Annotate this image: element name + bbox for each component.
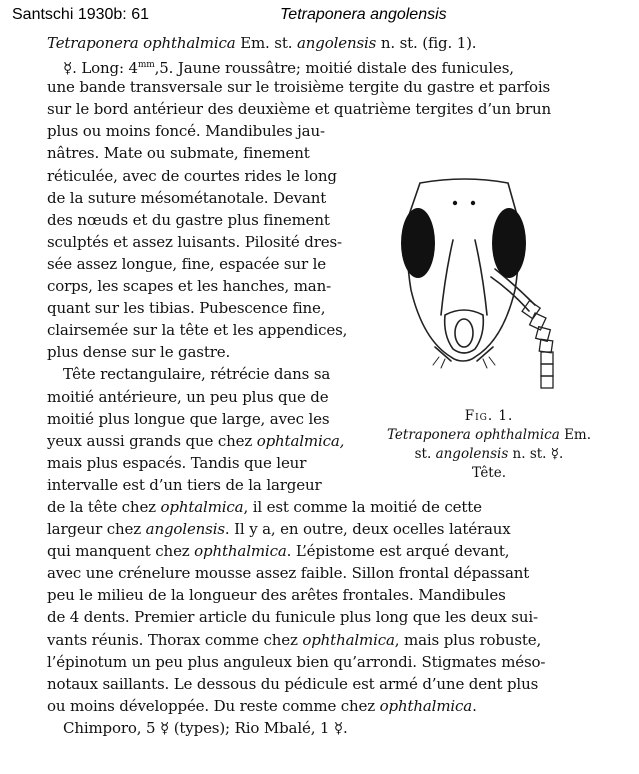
description-line: moitié plus longue que large, avec les xyxy=(47,409,330,428)
description-line: sur le bord antérieur des deuxième et quatrième tergites d’un brun xyxy=(47,100,552,119)
ant-head-drawing xyxy=(375,165,610,405)
description-line: sée assez longue, fine, espacée sur le xyxy=(47,254,327,273)
taxon-author: Em. st. xyxy=(240,34,293,52)
description-line: mais plus espacés. Tandis que leur xyxy=(47,453,307,472)
worker-symbol: ☿ xyxy=(63,59,73,78)
clypeal-notch xyxy=(455,319,473,347)
figure-caption: Fig. 1. Tetraponera ophthalmica Em. st. angolensis n. st. ☿. Tête. xyxy=(364,407,614,483)
description-line: largeur chez angolensis. Il y a, en outre, deux ocelles latéraux xyxy=(47,520,511,539)
description-line: plus dense sur le gastre. xyxy=(47,343,231,362)
antenna-funicle xyxy=(522,301,553,388)
description-line: vants réunis. Thorax comme chez ophthalmica, mais plus robuste, xyxy=(47,630,542,649)
description-line: l’épinotum un peu plus anguleux bien qu’arrondi. Stigmates méso- xyxy=(47,652,546,671)
description-line: notaux saillants. Le dessous du pédicule est armé d’une dent plus xyxy=(47,674,539,693)
compare-taxon: ophtalmica, xyxy=(256,431,345,450)
localities-line: Chimporo, 5 ☿ (types); Rio Mbalé, 1 ☿. xyxy=(63,718,348,737)
description-line: clairsemée sur la tête et les appendices, xyxy=(47,321,348,340)
description-line: plus ou moins foncé. Mandibules jau- xyxy=(47,122,325,141)
description-line: sculptés et assez luisants. Pilosité dres- xyxy=(47,232,342,251)
description-line: réticulée, avec de courtes rides le long xyxy=(47,166,337,185)
description-line: corps, les scapes et les hanches, man- xyxy=(47,277,332,296)
taxon-title-line xyxy=(47,32,607,54)
description-line: intervalle est d’un tiers de la largeur xyxy=(47,475,322,494)
ocellus-left xyxy=(453,201,457,205)
ocellus-right xyxy=(471,201,475,205)
taxon-status: n. st. (fig. 1). xyxy=(380,34,477,52)
description-line: peu le milieu de la longueur des arêtes frontales. Mandibules xyxy=(47,586,506,605)
description-line: quant sur les tibias. Pubescence fine, xyxy=(47,299,326,318)
description-line: avec une crénelure mousse assez faible. Sillon frontal dépassant xyxy=(47,564,530,583)
description-line-first: ☿. Long: $4^{mm},5$. Jaune roussâtre; moitié distale des funicules, xyxy=(63,59,514,78)
figure-part-label: Tête. xyxy=(471,465,507,481)
citation-header: Santschi 1930b: 61 xyxy=(12,6,149,23)
unit-label: mm xyxy=(137,60,155,71)
description-line: une bande transversale sur le troisième tergite du gastre et parfois xyxy=(47,78,551,97)
description-line: qui manquent chez ophthalmica. L’épistome est arqué devant, xyxy=(47,542,510,561)
frontal-carina-left xyxy=(441,240,453,315)
description-line: de la tête chez ophtalmica, il est comme la moitié de cette xyxy=(47,497,482,516)
description-line: des nœuds et du gastre plus finement xyxy=(47,210,330,229)
description-line: ou moins développée. Du reste comme chez ophthalmica. xyxy=(47,696,477,715)
taxon-subspecies: angolensis xyxy=(296,34,377,52)
description-line: de 4 dents. Premier article du funicule plus long que les deux sui- xyxy=(47,608,538,627)
figure-label: Fig. 1. xyxy=(464,408,514,424)
running-title: Tetraponera angolensis xyxy=(280,6,447,23)
description-line: de la suture mésométanotale. Devant xyxy=(47,188,327,207)
description-line: moitié antérieure, un peu plus que de xyxy=(47,387,329,406)
compound-eye-right xyxy=(492,208,526,278)
compound-eye-left xyxy=(401,208,435,278)
description-line: yeux aussi grands que chez ophtalmica, xyxy=(47,431,345,450)
taxon-name: Tetraponera ophthalmica xyxy=(47,34,236,52)
description-line: nâtres. Mate ou submate, finement xyxy=(47,144,310,163)
description-line: Tête rectangulaire, rétrécie dans sa xyxy=(63,365,331,384)
hairs xyxy=(433,357,495,368)
frontal-carina-right xyxy=(475,240,487,315)
